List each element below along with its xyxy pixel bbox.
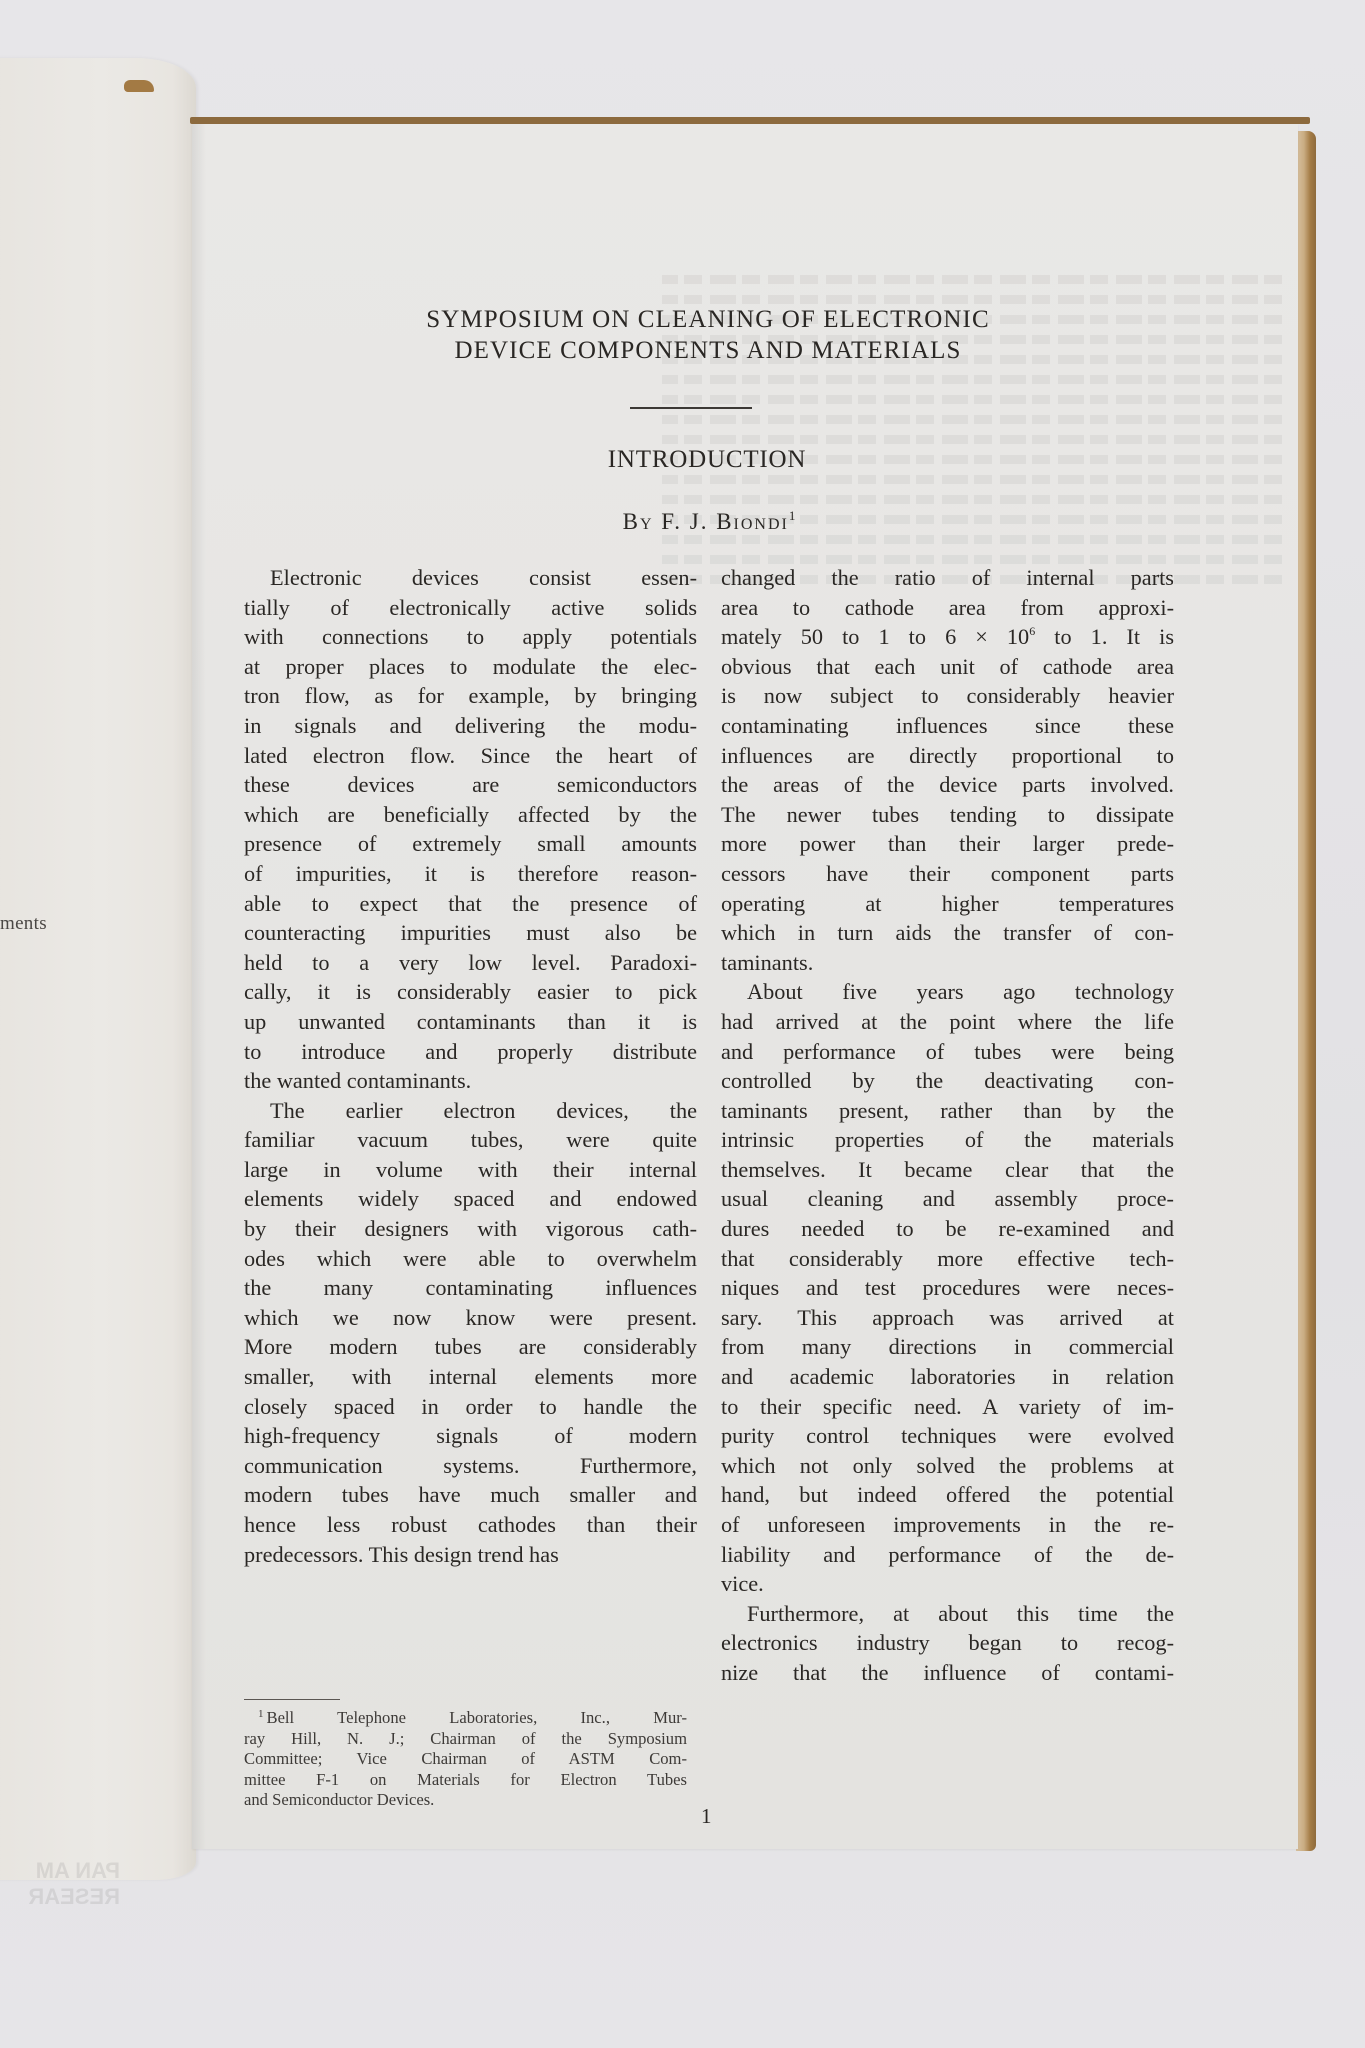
text-segment: Bell Telephone Laboratories, Inc., Mur- xyxy=(266,1708,687,1727)
document-page xyxy=(192,124,1298,1849)
text-line: changed the ratio of internal parts xyxy=(721,565,1174,590)
text-line: electronics industry began to recog- xyxy=(721,1630,1174,1656)
text-line: which in turn aids the transfer of con- xyxy=(721,920,1174,946)
facing-page-text-fragment: ments xyxy=(0,913,47,934)
text-line: operating at higher temperatures xyxy=(721,890,1174,916)
text-line: mittee F-1 on Materials for Electron Tubes xyxy=(244,1769,687,1789)
text-line: cessors have their component parts xyxy=(721,860,1174,886)
facing-page xyxy=(0,58,196,1909)
text-line: and Semiconductor Devices. xyxy=(244,1790,435,1809)
show-through-line: PAN AM xyxy=(35,1858,120,1883)
text-line: vice. xyxy=(721,1571,764,1597)
text-line: modern tubes have much smaller and xyxy=(244,1482,697,1508)
text-line: smaller, with internal elements more xyxy=(244,1364,697,1390)
text-line: and performance of tubes were being xyxy=(721,1038,1174,1064)
text-line: and academic laboratories in relation xyxy=(721,1364,1174,1390)
text-line: area to cathode area from approxi- xyxy=(721,594,1174,620)
text-line: familiar vacuum tubes, were quite xyxy=(244,1127,697,1153)
text-line: that considerably more effective tech- xyxy=(721,1245,1174,1271)
paragraph xyxy=(721,1599,1174,1688)
title-divider xyxy=(630,407,752,409)
text-segment: to 1. It is xyxy=(1035,624,1174,650)
cover-top-edge xyxy=(190,117,1310,124)
text-line: hand, but indeed offered the potential xyxy=(721,1482,1174,1508)
cover-right-edge xyxy=(1296,131,1316,1851)
text-line: had arrived at the point where the life xyxy=(721,1008,1174,1034)
text-line: Committee; Vice Chairman of ASTM Com- xyxy=(244,1749,687,1768)
page-number: 1 xyxy=(701,1804,712,1828)
text-line: controlled by the deactivating con- xyxy=(721,1068,1174,1094)
text-line: About five years ago technology xyxy=(747,979,1174,1005)
text-line: which not only solved the problems at xyxy=(721,1452,1174,1478)
text-line: purity control techniques were evolved xyxy=(721,1423,1174,1449)
text-line: to introduce and properly distribute xyxy=(244,1038,697,1064)
text-line: of unforeseen improvements in the re- xyxy=(721,1512,1174,1537)
text-line: hence less robust cathodes than their xyxy=(244,1512,697,1537)
text-line: liability and performance of the de- xyxy=(721,1541,1174,1567)
text-line: taminants. xyxy=(721,949,814,975)
text-line: predecessors. This design trend has xyxy=(244,1541,559,1567)
document-title xyxy=(192,304,1224,366)
text-line: is now subject to considerably heavier xyxy=(721,683,1174,709)
text-line: presence of extremely small amounts xyxy=(244,831,697,857)
left-column xyxy=(244,563,697,1569)
gutter-shadow xyxy=(192,124,206,1849)
text-line: counteracting impurities must also be xyxy=(244,920,697,946)
text-line: Furthermore, at about this time the xyxy=(747,1600,1174,1626)
text-line: tron flow, as for example, by bringing xyxy=(244,683,697,709)
text-line: of impurities, it is therefore reason- xyxy=(244,860,697,886)
text-line: Electronic devices consist essen- xyxy=(270,565,697,590)
text-line: obvious that each unit of cathode area xyxy=(721,653,1174,679)
text-line: odes which were able to overwhelm xyxy=(244,1245,697,1271)
text-line: to their specific need. A variety of im- xyxy=(721,1393,1174,1419)
section-heading: INTRODUCTION xyxy=(607,446,807,473)
text-line: influences are directly proportional to xyxy=(721,742,1174,768)
text-line: closely spaced in order to handle the xyxy=(244,1393,697,1419)
text-line: intrinsic properties of the materials xyxy=(721,1127,1174,1153)
paragraph xyxy=(244,563,697,1096)
text-line: the areas of the device parts involved. xyxy=(721,772,1174,798)
text-line: these devices are semiconductors xyxy=(244,772,697,798)
text-line: The newer tubes tending to dissipate xyxy=(721,801,1174,827)
text-line: at proper places to modulate the elec- xyxy=(244,653,697,679)
text-line: the many contaminating influences xyxy=(244,1275,697,1301)
text-line: contaminating influences since these xyxy=(721,712,1174,738)
footnote-number: 1 xyxy=(258,1708,264,1720)
text-line: tially of electronically active solids xyxy=(244,594,697,620)
text-line: elements widely spaced and endowed xyxy=(244,1186,697,1212)
exponent: 6 xyxy=(1029,624,1036,639)
text-line: high-frequency signals of modern xyxy=(244,1423,697,1449)
right-column xyxy=(721,563,1174,1688)
text-line: large in volume with their internal xyxy=(244,1156,697,1182)
show-through-stamp xyxy=(0,1858,120,1918)
cover-fragment xyxy=(124,80,154,92)
byline-prefix: By xyxy=(622,509,654,534)
text-line: nize that the influence of contami- xyxy=(721,1659,1174,1685)
text-line: The earlier electron devices, the xyxy=(270,1097,697,1123)
text-line: the wanted contaminants. xyxy=(244,1068,472,1094)
text-line: taminants present, rather than by the xyxy=(721,1097,1174,1123)
text-line: held to a very low level. Paradoxi- xyxy=(244,949,697,975)
footnote-divider xyxy=(244,1699,340,1700)
byline xyxy=(192,508,1226,535)
text-line: niques and test procedures were neces- xyxy=(721,1275,1174,1301)
show-through-line: RESEAR xyxy=(28,1884,120,1909)
text-line: up unwanted contaminants than it is xyxy=(244,1008,697,1034)
text-line: communication systems. Furthermore, xyxy=(244,1452,697,1478)
text-line: in signals and delivering the modu- xyxy=(244,712,697,738)
text-line: usual cleaning and assembly proce- xyxy=(721,1186,1174,1212)
text-line: which are beneficially affected by the xyxy=(244,801,697,827)
paragraph xyxy=(244,1096,697,1570)
text-line: dures needed to be re-examined and xyxy=(721,1216,1174,1242)
text-line: with connections to apply potentials xyxy=(244,624,697,650)
footnote-first-line xyxy=(244,1708,687,1729)
text-line: by their designers with vigorous cath- xyxy=(244,1216,697,1242)
title-line: SYMPOSIUM ON CLEANING OF ELECTRONIC xyxy=(426,306,990,333)
text-line: cally, it is considerably easier to pick xyxy=(244,979,697,1005)
text-line-with-exponent xyxy=(721,622,1174,652)
footnote xyxy=(244,1708,687,1811)
text-line: More modern tubes are considerably xyxy=(244,1334,697,1360)
text-line: more power than their larger prede- xyxy=(721,831,1174,857)
text-segment: mately 50 to 1 to 6 × 10 xyxy=(721,624,1030,650)
text-line: ray Hill, N. J.; Chairman of the Symposium xyxy=(244,1728,687,1748)
text-line: themselves. It became clear that the xyxy=(721,1156,1174,1182)
text-line: from many directions in commercial xyxy=(721,1334,1174,1360)
text-line: able to expect that the presence of xyxy=(244,890,697,916)
title-line: DEVICE COMPONENTS AND MATERIALS xyxy=(454,337,962,364)
footnote-marker: 1 xyxy=(788,508,796,523)
text-line: sary. This approach was arrived at xyxy=(721,1304,1174,1330)
text-line: lated electron flow. Since the heart of xyxy=(244,742,697,768)
author-name: F. J. Biondi xyxy=(661,509,789,534)
paragraph xyxy=(721,977,1174,1598)
text-line: which we now know were present. xyxy=(244,1304,697,1330)
